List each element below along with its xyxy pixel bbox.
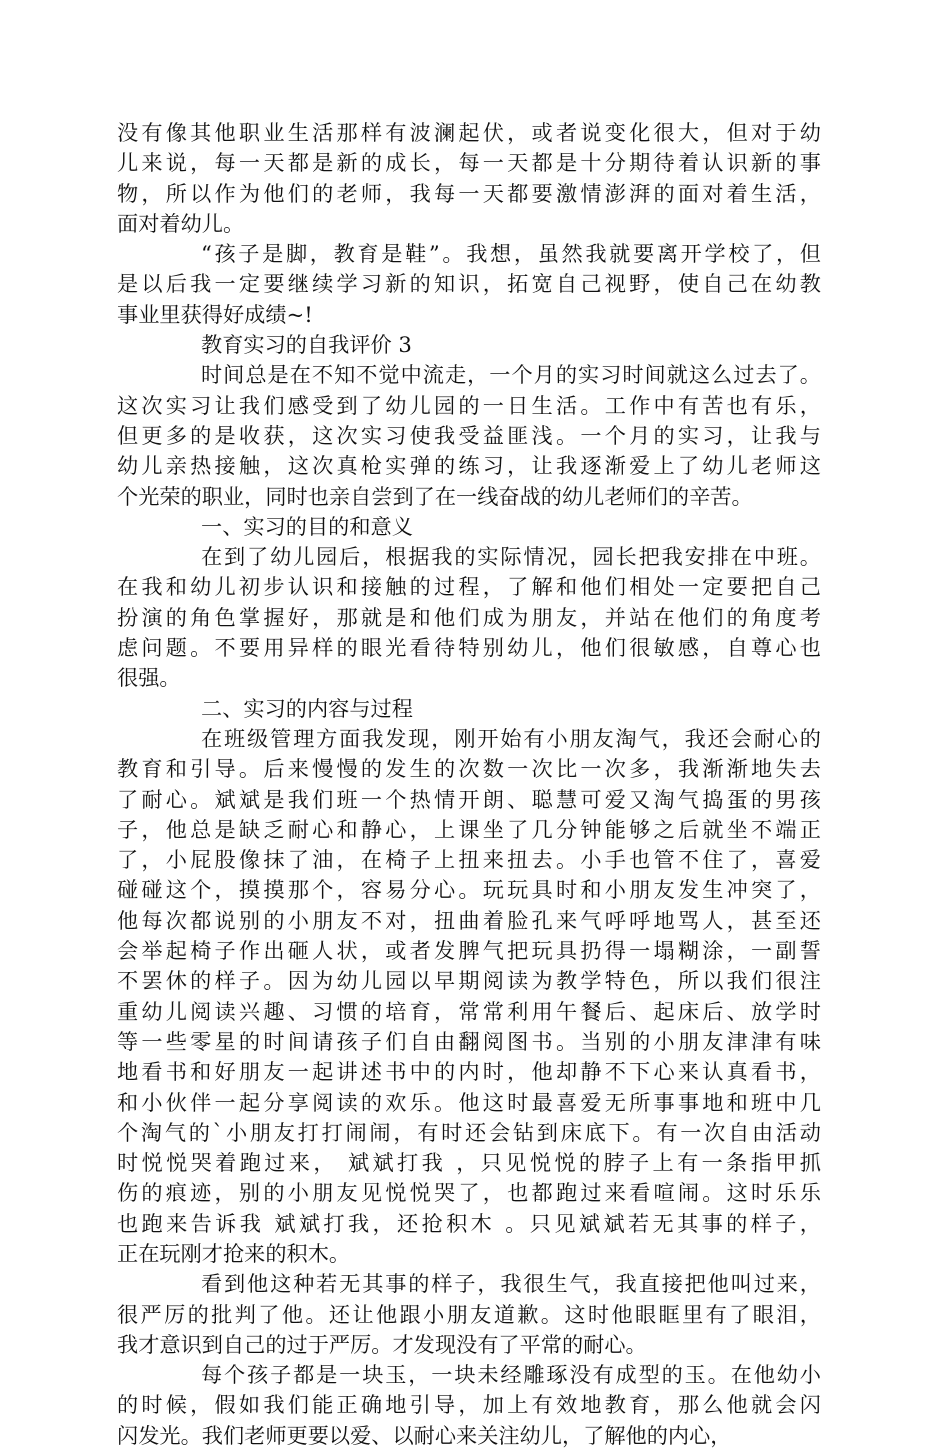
text-line: 教育实习的自我评价 3 <box>201 332 412 358</box>
text-line: 了，小屁股像抹了油，在椅子上扭来扭去。小手也管不住了，喜爱 <box>117 847 821 873</box>
paragraph <box>117 1269 821 1360</box>
text-line: 等一些零星的时间请孩子们自由翻阅图书。当别的小朋友津津有味 <box>117 1028 821 1054</box>
text-line: 的时候，假如我们能正确地引导，加上有效地教育，那么他就会闪 <box>117 1392 821 1418</box>
text-line: 幼儿亲热接触，这次真枪实弹的练习，让我逐渐爱上了幼儿老师这 <box>117 453 821 479</box>
text-line: 扮演的角色掌握好，那就是和他们成为朋友，并站在他们的角度考 <box>117 604 821 630</box>
text-line: “孩子是脚，教育是鞋”。我想，虽然我就要离开学校了，但 <box>201 241 821 267</box>
text-line: 会举起椅子作出砸人状，或者发脾气把玩具扔得一塌糊涂，一副誓 <box>117 938 821 964</box>
paragraph <box>117 512 821 542</box>
text-line: 个光荣的职业，同时也亲自尝到了在一线奋战的幼儿老师们的辛苦。 <box>117 483 753 509</box>
text-line: 个淘气的`小朋友打打闹闹，有时还会钻到床底下。有一次自由活动 <box>117 1119 821 1145</box>
text-line: 时间总是在不知不觉中流走，一个月的实习时间就这么过去了。 <box>201 362 821 388</box>
text-line: 在到了幼儿园后，根据我的实际情况，园长把我安排在中班。 <box>201 544 821 570</box>
text-line: 地看书和好朋友一起讲述书中的内时，他却静不下心来认真看书， <box>117 1059 821 1085</box>
document-page <box>117 118 821 1451</box>
text-line: 在我和幼儿初步认识和接触的过程，了解和他们相处一定要把自己 <box>117 574 821 600</box>
text-line: 事业里获得好成绩~! <box>117 301 313 327</box>
text-line: 这次实习让我们感受到了幼儿园的一日生活。工作中有苦也有乐， <box>117 392 821 418</box>
paragraph <box>117 542 821 693</box>
paragraph <box>117 239 821 330</box>
text-line: 他每次都说别的小朋友不对，扭曲着脸孔来气呼呼地骂人，甚至还 <box>117 907 821 933</box>
text-line: 虑问题。不要用异样的眼光看待特别幼儿，他们很敏感，自尊心也 <box>117 635 821 661</box>
paragraph <box>117 724 821 1269</box>
text-line: 很严厉的批判了他。还让他跟小朋友道歉。这时他眼眶里有了眼泪， <box>117 1301 821 1327</box>
text-line: 在班级管理方面我发现，刚开始有小朋友淘气，我还会耐心的 <box>201 725 821 751</box>
paragraph <box>117 118 821 239</box>
text-line: 碰碰这个，摸摸那个，容易分心。玩玩具时和小朋友发生冲突了， <box>117 877 821 903</box>
paragraph <box>117 694 821 724</box>
text-line: 我才意识到自己的过于严厉。才发现没有了平常的耐心。 <box>117 1331 647 1357</box>
paragraph <box>117 360 821 511</box>
text-line: 正在玩刚才抢来的积木。 <box>117 1240 351 1266</box>
text-line: 时悦悦哭着跑过来， 斌斌打我 ，只见悦悦的脖子上有一条指甲抓 <box>117 1150 821 1176</box>
text-line: 儿来说，每一天都是新的成长，每一天都是十分期待着认识新的事 <box>117 150 821 176</box>
text-line: 物，所以作为他们的老师，我每一天都要激情澎湃的面对着生活， <box>117 180 821 206</box>
text-line: 看到他这种若无其事的样子，我很生气，我直接把他叫过来， <box>201 1271 821 1297</box>
text-line: 重幼儿阅读兴趣、习惯的培育，常常利用午餐后、起床后、放学时 <box>117 998 821 1024</box>
text-line: 每个孩子都是一块玉，一块未经雕琢没有成型的玉。在他幼小 <box>201 1362 821 1388</box>
text-line: 教育和引导。后来慢慢的发生的次数一次比一次多，我渐渐地失去 <box>117 756 821 782</box>
text-line: 不罢休的样子。因为幼儿园以早期阅读为教学特色，所以我们很注 <box>117 968 821 994</box>
text-line: 很强。 <box>117 665 181 691</box>
text-line: 没有像其他职业生活那样有波澜起伏，或者说变化很大，但对于幼 <box>117 120 821 145</box>
text-line: 也跑来告诉我 斌斌打我，还抢积木 。只见斌斌若无其事的样子， <box>117 1210 821 1236</box>
text-line: 子，他总是缺乏耐心和静心，上课坐了几分钟能够之后就坐不端正 <box>117 816 821 842</box>
text-line: 了耐心。斌斌是我们班一个热情开朗、聪慧可爱又淘气捣蛋的男孩 <box>117 786 821 812</box>
text-line: 面对着幼儿。 <box>117 210 245 236</box>
text-line: 和小伙伴一起分享阅读的欢乐。他这时最喜爱无所事事地和班中几 <box>117 1089 821 1115</box>
text-line: 伤的痕迹，别的小朋友见悦悦哭了，也都跑过来看喧闹。这时乐乐 <box>117 1180 821 1206</box>
paragraph <box>117 1360 821 1451</box>
text-line: 二、实习的内容与过程 <box>201 695 413 721</box>
text-line: 是以后我一定要继续学习新的知识，拓宽自己视野，使自己在幼教 <box>117 271 821 297</box>
text-line: 闪发光。我们老师更要以爱、以耐心来关注幼儿，了解他的内心， <box>117 1422 732 1448</box>
text-line: 一、实习的目的和意义 <box>201 513 413 539</box>
text-line: 但更多的是收获，这次实习使我受益匪浅。一个月的实习，让我与 <box>117 422 821 448</box>
paragraph <box>117 330 821 360</box>
